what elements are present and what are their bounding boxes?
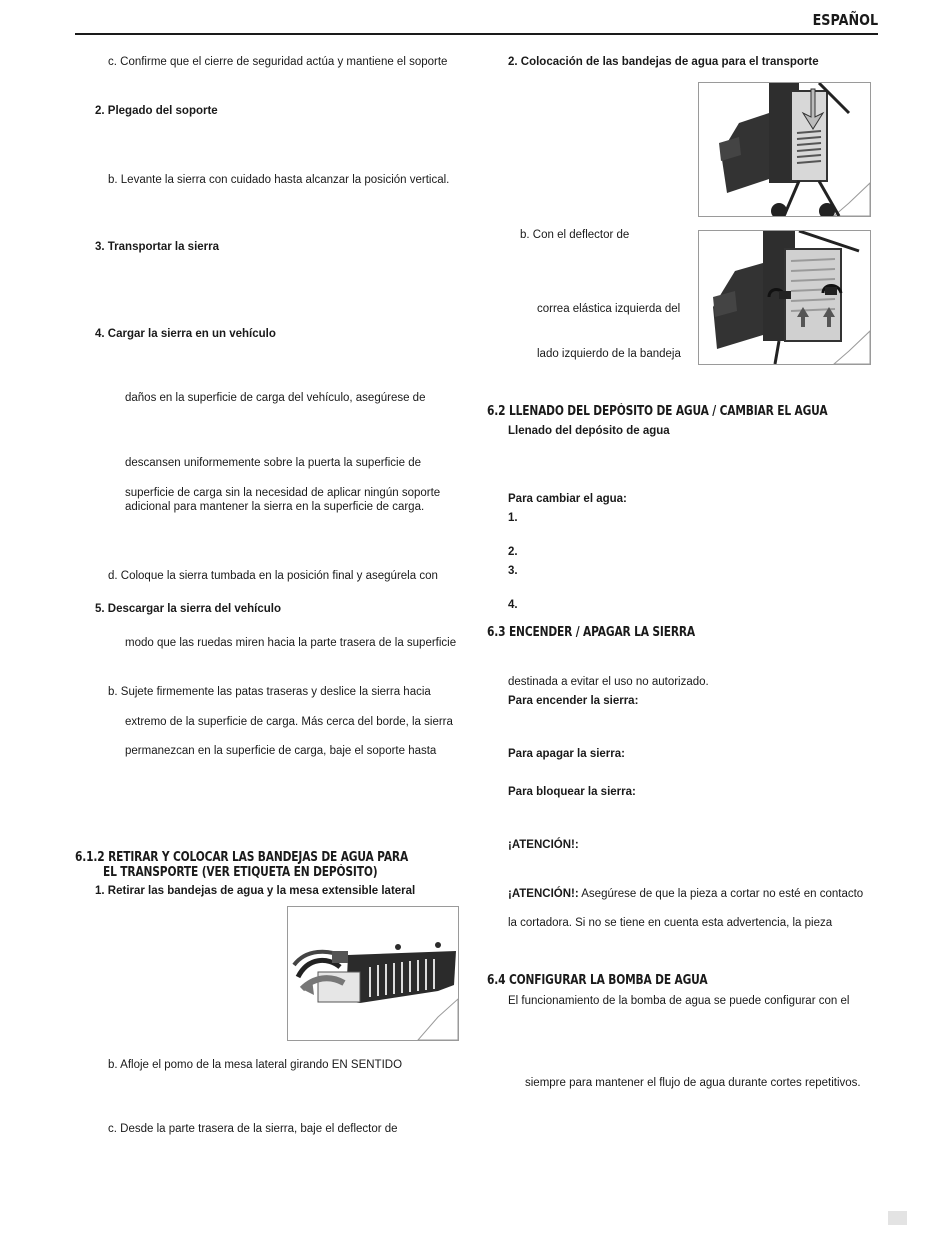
section-6-1-2-title-line2: EL TRANSPORTE (VER ETIQUETA EN DEPÓSITO) (103, 865, 378, 880)
place-text-2: lado izquierdo de la bandeja (537, 348, 681, 360)
attention-body-2: Asegúrese de que la pieza a cortar no esté en contacto (578, 888, 864, 900)
turn-on-heading: Para encender la sierra: (508, 695, 639, 707)
section-6-2-title: 6.2 LLENADO DEL DEPÓSITO DE AGUA / CAMBIAR EL AGUA (487, 404, 828, 419)
pump-text-2: siempre para mantener el flujo de agua durante cortes repetitivos. (525, 1077, 861, 1089)
transport-heading: 3. Transportar la sierra (95, 241, 220, 253)
section-6-4-title: 6.4 CONFIGURAR LA BOMBA DE AGUA (487, 973, 708, 988)
unload-text-2: extremo de la superficie de carga. Más cerca del borde, la sierra (125, 716, 453, 728)
change-step-1: 1. (508, 512, 518, 524)
tray-transport-figure-1 (698, 82, 871, 217)
place-text-1: correa elástica izquierda del (537, 303, 681, 315)
unload-text-1: modo que las ruedas miren hacia la parte trasera de la superficie (125, 637, 457, 649)
remove-step-c: c. Desde la parte trasera de la sierra, baje el deflector de (108, 1123, 398, 1135)
tray-removal-illustration-icon (288, 907, 458, 1040)
header-rule (75, 33, 878, 35)
saw-stand-tray-transport-icon (699, 83, 870, 216)
change-step-2: 2. (508, 546, 518, 558)
place-step-b: b. Con el deflector de (520, 229, 630, 241)
tray-removal-figure (287, 906, 459, 1041)
remove-step-b: b. Afloje el pomo de la mesa lateral girando EN SENTIDO (108, 1059, 403, 1071)
change-water-heading: Para cambiar el agua: (508, 493, 627, 505)
fill-heading: Llenado del depósito de agua (508, 425, 670, 437)
folding-heading: 2. Plegado del soporte (95, 105, 218, 117)
section-6-1-2-title-line1: 6.1.2 RETIRAR Y COLOCAR LAS BANDEJAS DE AGUA PARA (75, 850, 409, 865)
load-text-3: superficie de carga sin la necesidad de aplicar ningún soporte (125, 487, 441, 499)
remove-trays-heading: 1. Retirar las bandejas de agua y la mesa extensible lateral (95, 885, 416, 897)
step-c-confirm: c. Confirme que el cierre de seguridad actúa y mantiene el soporte (108, 56, 448, 68)
load-step-d: d. Coloque la sierra tumbada en la posición final y asegúrela con (108, 570, 438, 582)
attention-text-2 (508, 887, 863, 901)
lock-heading: Para bloquear la sierra: (508, 786, 636, 798)
unauthorized-use-text: destinada a evitar el uso no autorizado. (508, 676, 709, 688)
turn-off-heading: Para apagar la sierra: (508, 748, 625, 760)
folding-step-b: b. Levante la sierra con cuidado hasta alcanzar la posición vertical. (108, 174, 450, 186)
attention-label-2: ¡ATENCIÓN!: (508, 888, 579, 900)
unload-heading: 5. Descargar la sierra del vehículo (95, 603, 282, 615)
attention-text-3: la cortadora. Si no se tiene en cuenta esta advertencia, la pieza (508, 917, 833, 929)
load-text-1: daños en la superficie de carga del vehículo, asegúrese de (125, 392, 426, 404)
load-text-2: descansen uniformemente sobre la puerta la superficie de (125, 457, 421, 469)
page-number-box (888, 1211, 907, 1225)
unload-step-b: b. Sujete firmemente las patas traseras y deslice la sierra hacia (108, 686, 431, 698)
tray-transport-figure-2 (698, 230, 871, 365)
section-6-3-title: 6.3 ENCENDER / APAGAR LA SIERRA (487, 625, 695, 640)
saw-stand-strap-icon (699, 231, 870, 364)
change-step-3: 3. (508, 565, 518, 577)
place-trays-heading: 2. Colocación de las bandejas de agua para el transporte (508, 56, 819, 68)
language-label: ESPAÑOL (812, 11, 878, 29)
load-heading: 4. Cargar la sierra en un vehículo (95, 328, 276, 340)
load-text-4: adicional para mantener la sierra en la superficie de carga. (125, 501, 425, 513)
unload-text-3: permanezcan en la superficie de carga, baje el soporte hasta (125, 745, 437, 757)
pump-text-1: El funcionamiento de la bomba de agua se puede configurar con el (508, 995, 850, 1007)
attention-label-1: ¡ATENCIÓN!: (508, 839, 579, 851)
change-step-4: 4. (508, 599, 518, 611)
